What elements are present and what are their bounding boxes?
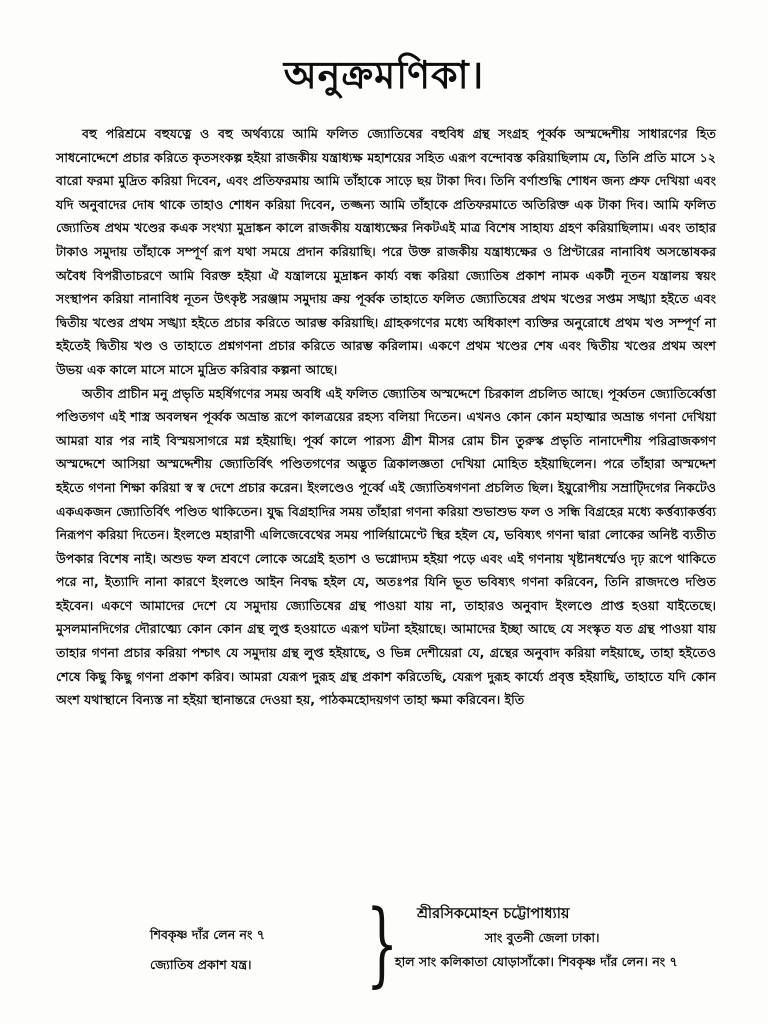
curly-brace: } bbox=[366, 890, 399, 997]
paragraph-1: বহু পরিশ্রমে বহুযত্নে ও বহু অর্থব্যয়ে আমি ফলিত জ্যোতিষের বহুবিধ গ্রন্থ সংগ্রহ পূর্ব্বক অস্মদ্দেশীয় সাধারণের হিত সাধনোদ্দেশে প্রচার করিতে কৃতসংকল্প হইয়া রাজকীয় যন্ত্রাধ্যক্ষ মহাশয়ের সহিত এরূপ বন্দোবস্ত করিয়াছিলাম যে, তিনি প্রতি মাসে ১২ বারো ফরমা মুদ্রিত করিয়া দিবেন, এবং প্রতিফরমায় আমি তাঁহাকে সাড়ে ছয় টাকা দিব। তিনি বর্ণাশুদ্ধি শোধন জন্য প্রুফ দেখিয়া এবং যদি অনুবাদের দোষ থাকে তাহাও শোধন করিয়া দিবেন, তজ্জন্য আমি তাঁহাকে প্রতিফরমাতে অতিরিক্ত এক টাকা দিব। আমি ফলিত জ্যোতিষ প্রথম খণ্ডের কএক সংখ্যা মুদ্রাঙ্কন কালে রাজকীয় যন্ত্রাধ্যক্ষের নিকটএই মাত্র বিশেষ সাহায্য গ্রহণ করিয়াছিলাম। এবং তাহার টাকাও সমুদায় তাঁহাকে সম্পূর্ণ রূপ যথা সময়ে প্রদান করিয়াছি। পরে উক্ত রাজকীয় যন্ত্রাধ্যক্ষের ও প্রিণ্টারের নানাবিধ অসন্তোষকর অবৈধ বিপরীতাচরণে আমি বিরক্ত হইয়া ঐ যন্ত্রালয়ে মুদ্রাঙ্কন কার্য্য বন্ধ করিয়া জ্যোতিষ প্রকাশ নামক একটী নূতন যন্ত্রালয় স্বয়ং সংস্থাপন করিয়া নানাবিধ নূতন উৎকৃষ্ট সরঞ্জাম সমুদায় ক্রয় পূর্ব্বক তাহাতে ফলিত জ্যোতিষের প্রথম খণ্ডের সপ্তম সঙ্খ্যা হইতে এবং দ্বিতীয় খণ্ডের প্রথম সঙ্খ্যা হইতে প্রচার করিতে আরম্ভ করিয়াছি। গ্রাহকগণের মধ্যে অধিকাংশ ব্যক্তির অনুরোধে প্রথম খণ্ড সম্পূর্ণ না হইতেই দ্বিতীয় খণ্ড ও তাহাতে প্রশ্নগণনা প্রচার করিতে আরম্ভ করিলাম। একণে প্রথম খণ্ডের শেষ এবং দ্বিতীয় খণ্ডের প্রথম অংশ উভয় এক কালে মাসে মাসে মুদ্রিত করিবার কল্পনা আছে। bbox=[56, 126, 716, 377]
body-text bbox=[56, 122, 716, 712]
page-title: অনুক্রমণিকা। bbox=[283, 52, 485, 97]
author-block bbox=[395, 902, 725, 974]
author-address-line-1: সাং বুতনী জেলা ঢাকা। bbox=[485, 930, 600, 945]
press-name-line: জ্যোতিষ প্রকাশ যন্ত্র। bbox=[150, 957, 252, 972]
author-address-line-2: হাল সাং কলিকাতা যোড়াসাঁকো। শিবকৃষ্ণ দাঁর লেন। নং ৭ bbox=[395, 954, 678, 969]
press-street-line: শিবকৃষ্ণ দাঁর লেন নং ৭ bbox=[150, 927, 265, 942]
paragraph-2: অতীব প্রাচীন মনু প্রভৃতি মহর্ষিগণের সময় অবধি এই ফলিত জ্যোতিষ অস্মদ্দেশে চিরকাল প্রচলিত আছে। পূর্ব্বতন জ্যোতির্ব্বেত্তা পণ্ডিতগণ এই শাস্ত্র অবলম্বন পূর্ব্বক অভ্রান্ত রূপে কালত্রয়ের রহস্য বলিয়া দিতেন। এখনও কোন কোন মহাত্মার অভ্রান্ত গণনা দেখিয়া আমরা যার পর নাই বিস্ময়সাগরে মগ্ন হইয়াছি। পূর্ব্ব কালে পারস্য গ্রীশ মীসর রোম চীন তুরুস্ক প্রভৃতি নানাদেশীয় পরিব্রাজকগণ অস্মদ্দেশে আসিয়া অস্মদ্দেশীয় জ্যোতির্বিৎ পণ্ডিতগণের অদ্ভুত ত্রিকালজ্ঞতা দেখিয়া মোহিত হইয়াছিলেন। পরে তাঁহারা অস্মদ্দেশ হইতে গণনা শিক্ষা করিয়া স্ব স্ব দেশে প্রচার করেন। ইংলণ্ডেও পূর্ব্বে এই জ্যোতিষগণনা প্রচলিত ছিল। ইয়ুরোপীয় সম্রাট্দিগের নিকটেও একএকজন জ্যোতির্বিৎ পণ্ডিত থাকিতেন। যুদ্ধ বিগ্রহাদির সময় তাঁহারা গণনা করিয়া শুভাশুভ ফল ও সন্ধি বিগ্রহের মধ্যে কর্ত্তব্যাকর্ত্তব্য নিরূপণ করিয়া দিতেন। ইংলণ্ডে মহারাণী এলিজেবেথের সময় পার্লিয়ামেণ্টে স্থির হইল যে, ভবিষ্যৎ গণনা দ্বারা লোকের অনিষ্ট ব্যতীত উপকার বিশেষ নাই। অশুভ ফল শ্রবণে লোকে অগ্রেই হতাশ ও ভগ্নোদ্যম হইয়া পড়ে এবং এই গণনায় খৃষ্টানধর্ম্মেও দৃঢ় রূপে থাকিতে পরে না, ইত্যাদি নানা কারণে ইংলণ্ডে আইন নিবদ্ধ হইল যে, অতঃপর যিনি ভূত ভবিষ্যৎ গণনা করিবেন, তিনি রাজদণ্ডে দণ্ডিত হইবেন। একণে আমাদের দেশে যে সমুদায় জ্যোতিষের গ্রন্থ পাওয়া যায় না, তাহারও অনুবাদ ইংলণ্ডে প্রাপ্ত হওয়া যাইতেছে। মুসলমানদিগের দৌরাত্ম্যে কোন কোন গ্রন্থ লুপ্ত হওয়াতে এরূপ ঘটনা হইয়াছে। আমাদের ইচ্ছা আছে যে সংস্কৃত যত গ্রন্থ পাওয়া যায় তাহার গণনা প্রচার করিয়া পশ্চাৎ যে সমুদায় গ্রন্থ লুপ্ত হইয়াছে, ও ভিন্ন দেশীয়েরা যে, গ্রন্থের অনুবাদ করিয়া লইয়াছে, তাহা হইতেও শেষে কিছু কিছু গণনা প্রকাশ করিব। আমরা যেরূপ দুরূহ গ্রন্থ প্রকাশ করিতেছি, যেরূপ দুরূহ কার্য্যে প্রবৃত্ত হইয়াছি, তাহাতে যদি কোন অংশ যথাস্থানে বিন্যস্ত না হইয়া স্থানান্তরে দেওয়া হয়, পাঠকমহোদয়গণ তাহা ক্ষমা করিবেন। ইতি bbox=[56, 385, 716, 708]
author-signature: শ্রীরসিকমোহন চট্টোপাধ্যায় bbox=[417, 906, 570, 922]
press-address bbox=[150, 920, 350, 980]
